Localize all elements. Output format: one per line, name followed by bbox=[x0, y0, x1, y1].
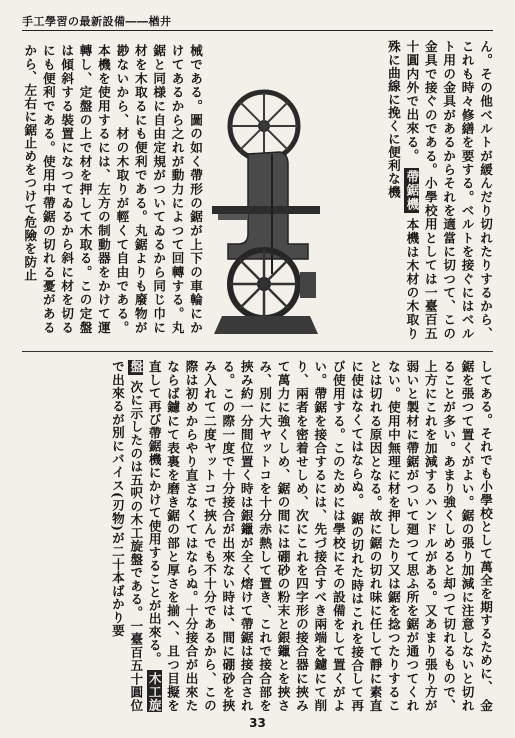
paragraph: 鋸の切れた時はこれを接合して再び使用する。このためには學校にその設備をして置くがよい。帶鋸を接合するには、先づ接合すべき兩端を鑢にて削り、兩者を密着せしめ、次にこれを四字形の接合器に挾みて萬力に強くしめ、鋸の間には硼砂の粉末と銀鑞とを挾さみ、別に大ヤットコを十分赤熱して置き、これで接合部を挾み約一分間位置く時は銀鑞が全く熔けて帶鋸は接合される。この際一度で十分接合が出來ない時は、間に硼砂を挾み入れて二度ヤットコで挾んでも不十分であるから、この際は初めからやり直さなくてはならぬ。十分接合が出來たならば鑢にて表裏を磨き鋸の部と厚さを揃へ、且つ目擬を直して再び帶鋸機にかけて使用することが出來る。 bbox=[146, 360, 365, 712]
paragraph: 次に示したのは五呎の木工旋盤である。一臺百五十圓位で出來るが別にバイス(刃物)が二十本ばかり要 bbox=[109, 360, 144, 712]
column-bottom bbox=[20, 360, 494, 712]
section-divider bbox=[22, 351, 493, 352]
paragraph: 本機は木材の木取り殊に曲線に挽くに便利な機 bbox=[385, 40, 420, 340]
paragraph: 金鋸を張つて置くがよい。鋸の張り加減に注意しないと切れることが多い。あまり強くしめると却つて切れるもので、上方にこれを加減するハンドルがある。又あまり張り方が弱いと製材に帶鋸がついて廻つて思ふ所を鋸が通つてくれない。使用中無理に材を押したり又は鋸を捻つたりすることは切れる原因となる。故に鋸の切れ味に任して靜に素直に使はなくてはならぬ。 bbox=[349, 360, 493, 712]
paragraph: 械である。圖の如く帶形の鋸が上下の車輪にかけてあるから之れが動力によつて回轉する。丸鋸と同様に自由定規がついてゐるから同じ巾に材を木取るにも便利である。丸鋸よりも廢物が尠ないから、材の木取りが輕くて自由である。本機を使用するには、左方の制動器をかけて運轉し、定盤の上で材を押して木取る。この定盤は傾斜する裝置になつてゐるから斜に材を切るにも便利である。使用中帶鋸の切れる憂があるから、左右に鋸止めをつけて危險を防止 bbox=[22, 44, 203, 334]
paragraph: ん。その他ベルトが緩んだり切れたりするから、これも時々修繕を要する。ベルトを接ぐにはベルト用の金具があるからそれを適當に切つて、この金具で接ぐのである。小學校用としては一臺百五十圓内外で出來る。 bbox=[404, 40, 493, 340]
column-top-left bbox=[20, 44, 204, 334]
running-head: 手工學習の最新設備――楢井 bbox=[22, 15, 172, 28]
section-heading-wood-lathe: 木工旋盤 bbox=[128, 360, 162, 712]
band-saw-illustration bbox=[208, 84, 324, 336]
band-saw-drawing bbox=[208, 84, 324, 336]
header-rule bbox=[22, 30, 493, 31]
paragraph: してある。それでも小學校として萬全を期するために、 bbox=[478, 360, 493, 694]
page-number: 33 bbox=[249, 716, 266, 730]
section-heading-band-saw: 帶鋸機 bbox=[404, 169, 420, 211]
column-top-right bbox=[318, 40, 494, 340]
